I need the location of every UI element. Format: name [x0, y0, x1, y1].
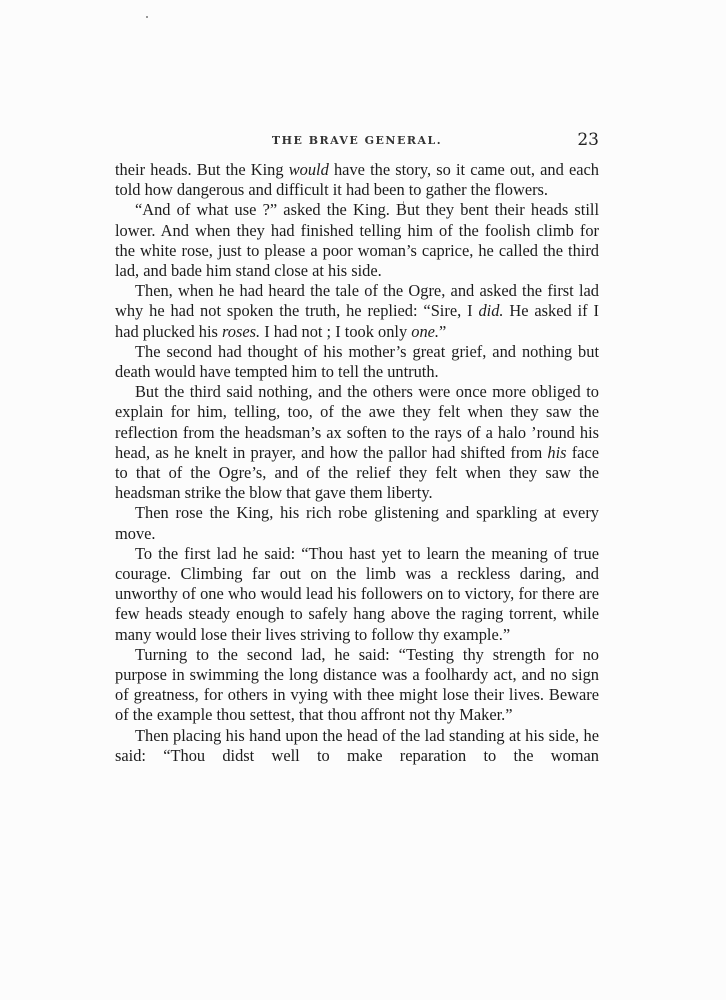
text-run: Then placing his hand upon the head of the lad standing at his side, he said: “Thou didst well to make reparation to the woman [115, 725, 599, 765]
paragraph [115, 200, 599, 281]
text-run: ” [439, 321, 447, 341]
italic-text: one. [411, 321, 440, 341]
text-run: He asked if I had plucked his [115, 301, 599, 341]
text-run: their heads. But the King [115, 160, 289, 179]
paragraph [115, 281, 599, 342]
italic-text: his [547, 442, 567, 462]
text-run: The second had thought of his mother’s great grief, and nothing but death would have tempted him to tell the untruth. [115, 341, 599, 382]
text-run: To the first lad he said: “Thou hast yet to learn the meaning of true courage. Climbing far out on the limb was a reckless daring, and unworthy of one who would lead his followers on to victory, for there are few heads steady enough to safely hang above the raging torrent, while many would lose their lives striving to follow thy example.” [115, 543, 599, 644]
paragraph [115, 645, 599, 726]
text-run: face to that of the Ogre’s, and of the relief they felt when they saw the headsman strike the blow that gave them liberty. [115, 442, 599, 503]
text-run: Then, when he had heard the tale of the Ogre, and asked the first lad why he had not spoken the truth, he replied: “Sire, I [115, 281, 599, 321]
text-run: But the third said nothing, and the others were once more obliged to explain for him, telling, too, of the awe they felt when they saw the reflection from the headsman’s ax soften to the rays of a halo ’round his head, as he knelt in prayer, and how the pallor had shifted from [115, 382, 599, 462]
page-number: 23 [577, 130, 599, 150]
italic-text: would [288, 160, 329, 179]
running-title: THE BRAVE GENERAL. [271, 134, 443, 147]
paragraph [115, 160, 599, 200]
text-run: I had not ; I took only [260, 321, 412, 341]
running-head [115, 130, 599, 152]
text-run: Turning to the second lad, he said: “Testing thy strength for no purpose in swimming the long distance was a foolhardy act, and no sign of greatness, for others in vying with thee might lose their lives. Beware of the example thou settest, that thou affront not thy Maker.” [115, 644, 599, 725]
text-run: Then rose the King, his rich robe glistening and sparkling at every move. [115, 503, 599, 543]
page-speck [146, 16, 148, 18]
text-run: “And of what use ?” asked the King. But they bent their heads still lower. And when they had finished telling him of the foolish climb for the white rose, just to please a poor woman’s caprice, he called the third lad, and bade him stand close at his side. [115, 200, 599, 281]
text-run: have the story, so it came out, and each told how dangerous and difficult it had been to gather the flowers. [115, 160, 599, 200]
paragraph [115, 342, 599, 382]
italic-text: roses. [221, 321, 261, 341]
italic-text: did. [478, 301, 504, 321]
paragraph [115, 503, 599, 543]
body-text [115, 160, 599, 766]
paragraph [115, 544, 599, 645]
paragraph [115, 382, 599, 503]
paragraph [115, 726, 599, 766]
